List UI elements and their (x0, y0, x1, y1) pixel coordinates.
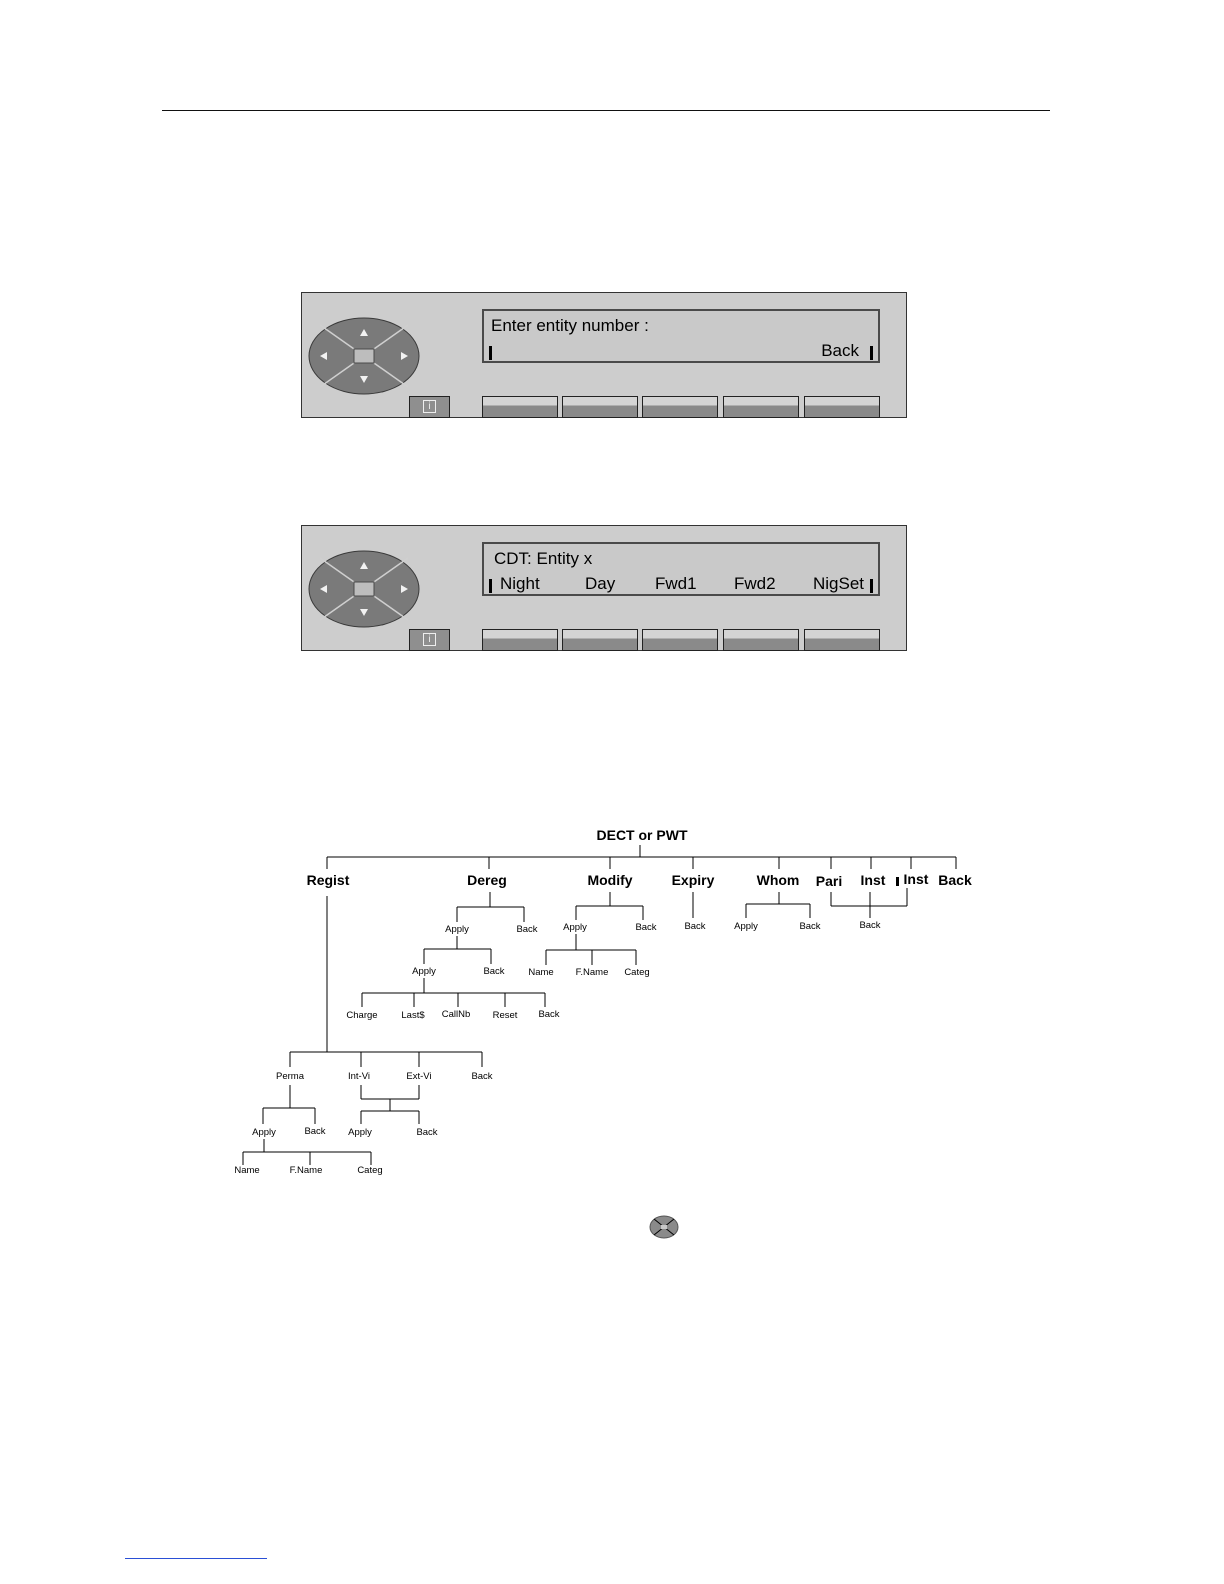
softkey-label-night: Night (500, 574, 540, 593)
tree-modify: Modify (587, 872, 633, 888)
tree-dereg-back-3: Back (538, 1009, 560, 1020)
tree-perma: Perma (276, 1071, 304, 1082)
tree-mod-name: Name (528, 967, 554, 978)
tree-perma-apply: Apply (252, 1127, 276, 1138)
tree-regist-back: Back (471, 1071, 493, 1082)
tree-inst-2: Inst (903, 871, 929, 887)
tree-mod-fname: F.Name (575, 967, 609, 978)
softkey-label-back: Back (821, 341, 859, 360)
tree-modify-apply: Apply (563, 922, 587, 933)
tree-pari: Pari (815, 873, 843, 889)
tree-dereg-apply-2: Apply (412, 966, 436, 977)
softkey-label-fwd1: Fwd1 (655, 574, 697, 593)
footnote-rule (125, 1558, 267, 1559)
tree-mod-categ: Categ (624, 967, 650, 978)
tree-reg-categ: Categ (357, 1165, 383, 1176)
tree-whom-apply: Apply (734, 921, 758, 932)
tree-modify-back: Back (635, 922, 657, 933)
navigator-small-icon (650, 1216, 678, 1238)
tree-dereg-back-2: Back (483, 966, 505, 977)
tree-root: DECT or PWT (596, 827, 688, 843)
tree-reg-fname: F.Name (289, 1165, 323, 1176)
softkey-label-nigset: NigSet (813, 574, 865, 593)
tree-dereg: Dereg (467, 872, 507, 888)
tree-regist: Regist (306, 872, 350, 888)
softkey-label-day: Day (585, 574, 616, 593)
tree-vi-apply: Apply (348, 1127, 372, 1138)
mute-key-icon: i (423, 633, 436, 646)
softkey-label-fwd2: Fwd2 (734, 574, 776, 593)
tree-whom: Whom (756, 872, 800, 888)
tree-perma-back: Back (304, 1126, 326, 1137)
tree-pari-back: Back (859, 920, 881, 931)
lcd-line-1: Enter entity number : (491, 316, 649, 335)
tree-int-vi: Int-Vi (347, 1071, 371, 1082)
tree-expiry-back: Back (684, 921, 706, 932)
lcd-line-1: CDT: Entity x (494, 549, 593, 568)
tree-charge: Charge (346, 1010, 378, 1021)
tree-dereg-apply: Apply (445, 924, 469, 935)
tree-whom-back: Back (799, 921, 821, 932)
tree-callnb: CallNb (441, 1009, 471, 1020)
tree-marker (896, 877, 899, 886)
tree-expiry: Expiry (671, 872, 715, 888)
tree-reg-name: Name (234, 1165, 260, 1176)
tree-reset: Reset (492, 1010, 518, 1021)
tree-last: Last$ (401, 1010, 425, 1021)
mute-key-icon: i (423, 400, 436, 413)
tree-vi-back: Back (416, 1127, 438, 1138)
tree-inst-1: Inst (860, 872, 886, 888)
tree-dereg-back: Back (516, 924, 538, 935)
tree-ext-vi: Ext-Vi (406, 1071, 432, 1082)
tree-back-top: Back (938, 872, 972, 888)
